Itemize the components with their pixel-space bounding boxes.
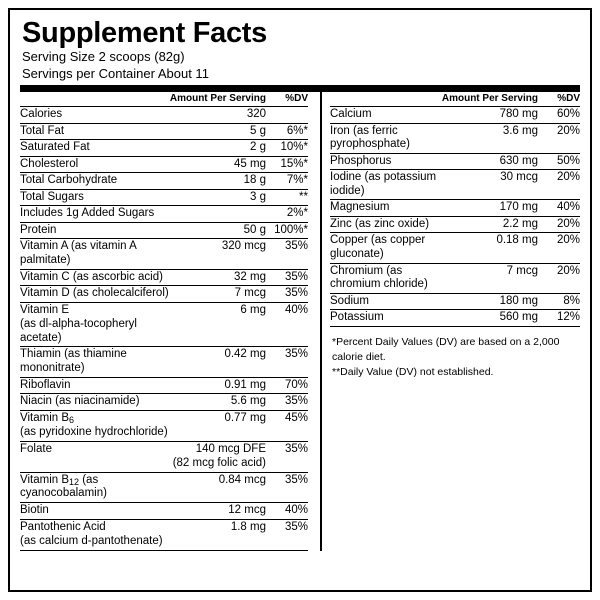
nutrient-dv: 6%*	[266, 123, 308, 140]
nutrient-amount: 45 mg	[170, 156, 266, 173]
nutrient-dv: 2%*	[266, 206, 308, 223]
nutrient-dv-continued	[266, 318, 308, 347]
nutrient-amount: 2 g	[170, 140, 266, 157]
nutrient-name-continued: (as pyridoxine hydrochloride)	[20, 426, 170, 441]
nutrient-name: Total Fat	[20, 123, 170, 140]
nutrient-name: Vitamin B12 (as cyanocobalamin)	[20, 472, 170, 502]
table-row	[20, 189, 308, 206]
nutrient-amount: 180 mg	[442, 293, 538, 310]
nutrient-name: Thiamin (as thiamine mononitrate)	[20, 347, 170, 377]
table-row	[330, 170, 580, 200]
table-row	[330, 153, 580, 170]
nutrient-amount: 0.42 mg	[170, 347, 266, 377]
nutrient-dv: 10%*	[266, 140, 308, 157]
heavy-divider	[20, 85, 580, 92]
nutrient-name: Vitamin D (as cholecalciferol)	[20, 286, 170, 303]
nutrient-name: Biotin	[20, 503, 170, 520]
nutrient-amount: 7 mcg	[442, 263, 538, 293]
nutrient-name-continued	[20, 457, 170, 472]
nutrient-amount: 140 mcg DFE	[195, 442, 266, 455]
nutrient-dv: 20%	[538, 263, 580, 293]
nutrient-dv: 35%	[266, 286, 308, 303]
nutrient-name: Vitamin B6	[20, 411, 75, 425]
nutrient-name: Total Carbohydrate	[20, 173, 170, 190]
serving-size: Serving Size 2 scoops (82g)	[22, 49, 185, 65]
table-row	[20, 123, 308, 140]
nutrient-amount: 1.8 mg	[230, 520, 266, 533]
nutrient-dv: 70%	[266, 377, 308, 394]
footnotes	[330, 335, 580, 381]
nutrient-name: Calories	[20, 106, 170, 123]
nutrient-name: Pantothenic Acid	[20, 520, 106, 533]
left-header-dv: %DV	[266, 92, 308, 106]
table-row	[20, 302, 308, 318]
nutrient-amount-continued	[170, 426, 266, 441]
nutrient-name: Iodine (as potassium iodide)	[330, 170, 442, 200]
servings-per-container: Servings per Container About 11	[22, 65, 209, 81]
table-row	[20, 140, 308, 157]
right-nutrient-table	[330, 92, 580, 327]
table-row	[20, 410, 308, 426]
nutrient-amount: 12 mcg	[170, 503, 266, 520]
subscript: 12	[69, 476, 80, 487]
nutrient-amount: 0.84 mcg	[170, 472, 266, 502]
table-row	[20, 206, 308, 223]
panel-inner	[20, 16, 580, 584]
right-header-spacer	[330, 92, 442, 106]
nutrient-dv: 100%*	[266, 222, 308, 239]
nutrient-name: Saturated Fat	[20, 140, 170, 157]
nutrient-dv-continued	[266, 457, 308, 472]
table-row	[330, 200, 580, 217]
table-row	[20, 269, 308, 286]
nutrient-dv: 60%	[538, 106, 580, 123]
nutrient-dv: 35%	[266, 472, 308, 502]
table-row	[330, 106, 580, 123]
table-row-continuation	[20, 535, 308, 550]
left-header-amount: Amount Per Serving	[170, 92, 266, 106]
nutrient-name-continued: (as calcium d-pantothenate)	[20, 535, 170, 550]
table-row-continuation	[20, 426, 308, 441]
nutrient-dv: 35%	[284, 520, 308, 533]
nutrient-dv: 40%	[538, 200, 580, 217]
nutrient-dv: 40%	[266, 503, 308, 520]
nutrient-amount	[170, 206, 266, 223]
nutrient-name: Zinc (as zinc oxide)	[330, 216, 442, 233]
left-table-header	[20, 92, 308, 106]
nutrient-dv: 20%	[538, 170, 580, 200]
nutrient-amount: 2.2 mg	[442, 216, 538, 233]
nutrient-dv: 35%	[266, 394, 308, 411]
page-title: Supplement Facts	[22, 17, 267, 49]
nutrient-name-continued: (as dl-alpha-tocopheryl acetate)	[20, 318, 170, 347]
nutrient-name: Protein	[20, 222, 170, 239]
nutrient-name: Vitamin E	[20, 303, 70, 316]
nutrient-amount: 560 mg	[442, 310, 538, 327]
nutrient-dv-continued	[266, 426, 308, 441]
table-row	[20, 106, 308, 123]
nutrient-amount: 780 mg	[442, 106, 538, 123]
nutrient-amount: 6 mg	[240, 303, 266, 316]
nutrient-amount: 5.6 mg	[170, 394, 266, 411]
nutrient-dv: 35%	[284, 442, 308, 455]
table-row	[20, 377, 308, 394]
table-row	[330, 293, 580, 310]
table-row	[20, 347, 308, 377]
column-gap	[308, 92, 318, 551]
table-row-continuation	[20, 318, 308, 347]
nutrient-dv	[266, 106, 308, 123]
nutrient-amount: 320	[170, 106, 266, 123]
nutrient-amount-continued	[170, 535, 266, 550]
nutrient-dv: 35%	[266, 269, 308, 286]
nutrient-amount-continued	[170, 318, 266, 347]
nutrient-name: Sodium	[330, 293, 442, 310]
table-row	[20, 286, 308, 303]
nutrient-name: Total Sugars	[20, 189, 170, 206]
nutrient-amount: 320 mcg	[170, 239, 266, 269]
nutrient-name: Iron (as ferric pyrophosphate)	[330, 123, 442, 153]
nutrient-amount-continued: (82 mcg folic acid)	[170, 457, 266, 472]
nutrient-name: Vitamin C (as ascorbic acid)	[20, 269, 170, 286]
table-row	[330, 123, 580, 153]
nutrient-name: Vitamin A (as vitamin A palmitate)	[20, 239, 170, 269]
footnote-daily-value: *Percent Daily Values (DV) are based on a 2,000 calorie diet.	[332, 335, 560, 364]
nutrient-amount: 3.6 mg	[442, 123, 538, 153]
nutrient-dv: 35%	[266, 347, 308, 377]
table-row	[20, 519, 308, 535]
nutrient-amount: 0.91 mg	[170, 377, 266, 394]
nutrient-name: Niacin (as niacinamide)	[20, 394, 170, 411]
right-header-dv: %DV	[538, 92, 580, 106]
nutrient-amount: 170 mg	[442, 200, 538, 217]
table-row	[20, 156, 308, 173]
subscript: 6	[69, 414, 75, 425]
right-column	[320, 92, 580, 551]
table-row	[20, 173, 308, 190]
nutrient-name: Phosphorus	[330, 153, 442, 170]
table-row	[20, 472, 308, 502]
supplement-facts-panel	[8, 8, 592, 592]
nutrient-dv: 20%	[538, 233, 580, 263]
nutrient-amount: 630 mg	[442, 153, 538, 170]
nutrient-dv: 20%	[538, 216, 580, 233]
nutrient-dv: 20%	[538, 123, 580, 153]
table-row	[330, 216, 580, 233]
nutrient-name: Riboflavin	[20, 377, 170, 394]
nutrient-amount: 0.77 mg	[224, 411, 266, 424]
nutrient-name: Includes 1g Added Sugars	[20, 206, 170, 223]
nutrient-amount: 0.18 mg	[442, 233, 538, 263]
facts-columns	[20, 92, 580, 551]
left-column	[20, 92, 308, 551]
nutrient-amount: 5 g	[170, 123, 266, 140]
table-row	[20, 239, 308, 269]
nutrient-amount: 7 mcg	[170, 286, 266, 303]
right-header-amount: Amount Per Serving	[442, 92, 538, 106]
nutrient-dv: 40%	[284, 303, 308, 316]
table-row	[20, 441, 308, 457]
nutrient-amount: 30 mcg	[442, 170, 538, 200]
table-row	[330, 310, 580, 327]
footnote-not-established: **Daily Value (DV) not established.	[332, 366, 494, 379]
nutrient-dv: 7%*	[266, 173, 308, 190]
nutrient-name: Folate	[20, 442, 52, 455]
nutrient-dv: 8%	[538, 293, 580, 310]
table-row	[20, 503, 308, 520]
table-row-continuation	[20, 457, 308, 472]
nutrient-name: Calcium	[330, 106, 442, 123]
nutrient-amount: 18 g	[170, 173, 266, 190]
nutrient-dv: 50%	[538, 153, 580, 170]
table-row	[330, 233, 580, 263]
table-row	[20, 394, 308, 411]
nutrient-name: Copper (as copper gluconate)	[330, 233, 442, 263]
nutrient-name: Potassium	[330, 310, 442, 327]
nutrient-amount: 32 mg	[170, 269, 266, 286]
table-row	[330, 263, 580, 293]
nutrient-name: Magnesium	[330, 200, 442, 217]
nutrient-name: Cholesterol	[20, 156, 170, 173]
table-row	[20, 222, 308, 239]
nutrient-amount: 3 g	[170, 189, 266, 206]
nutrient-name: Chromium (as chromium chloride)	[330, 263, 442, 293]
nutrient-dv: 45%	[284, 411, 308, 424]
nutrient-dv: 12%	[538, 310, 580, 327]
nutrient-dv: 15%*	[266, 156, 308, 173]
nutrient-dv: **	[266, 189, 308, 206]
right-table-header	[330, 92, 580, 106]
nutrient-dv: 35%	[266, 239, 308, 269]
left-header-spacer	[20, 92, 170, 106]
left-nutrient-table	[20, 92, 308, 551]
nutrient-dv-continued	[266, 535, 308, 550]
nutrient-amount: 50 g	[170, 222, 266, 239]
